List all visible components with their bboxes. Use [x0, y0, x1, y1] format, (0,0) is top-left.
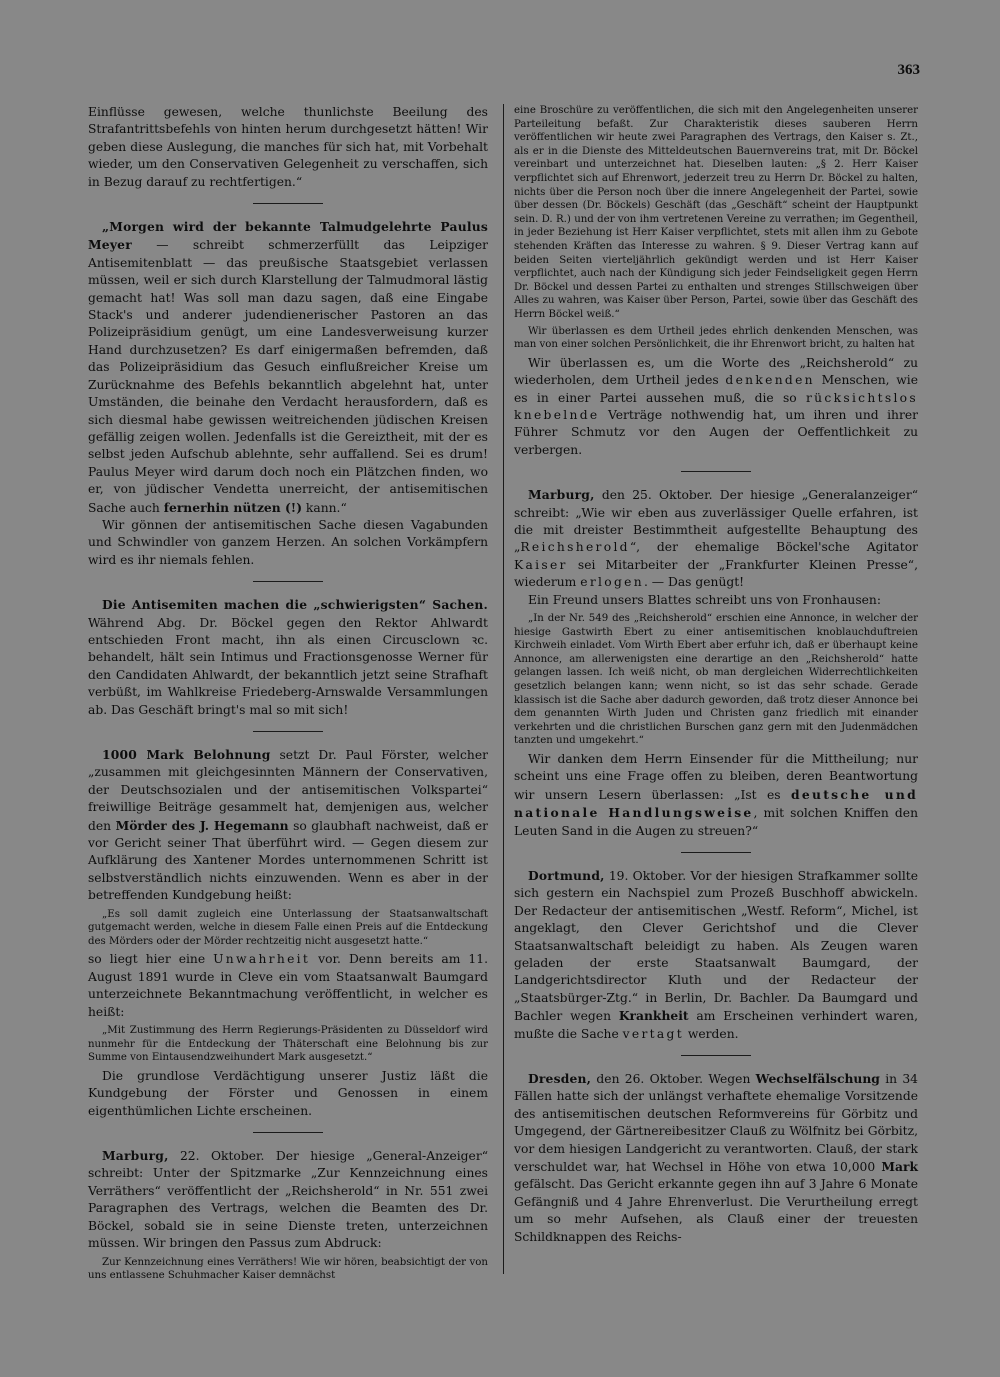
article-marburg-22-comment	[514, 355, 918, 459]
dortmund-text-1: 19. Oktober. Vor der hiesigen Strafkammer sollte sich gestern ein Nachspiel zum Prozeß Buschhoff abwickeln. Der Redacteur der antisemitischen „Westf. Reform“, Michel, ist angeklagt, den Clever Gerichtshof und die Clever Staatsanwaltschaft beleidigt zu haben. Als Zeugen waren geladen der erste Staatsanwalt Baumgard, der Landgerichtsdirector Kluth und der Redacteur der „Staatsbürger-Ztg.“ in Berlin, Dr. Bachler. Da Baumgard und Bachler wegen	[514, 868, 918, 1024]
article-belohnung-text-3: so liegt hier eine	[88, 952, 214, 967]
article-antisemiten-text: Während Abg. Dr. Böckel gegen den Rektor Ahlwardt entschieden Front macht, ihn als einen Circusclown ꝛc. behandelt, hält sein Intimus und Fractionsgenosse Werner für den Candidaten Ahlwardt, der bekanntlich jetzt seine Strafhaft verbüßt, im Wahlkreise Friedeberg-Arnswalde Versammlungen ab. Das Geschäft bringt's mal so mit sich!	[88, 615, 488, 717]
article-belohnung-paragraph-2	[88, 951, 488, 1021]
article-belohnung-quote-2: „Mit Zustimmung des Herrn Regierungs-Präsidenten zu Düsseldorf wird nunmehr für die Entdeckung der Thäterschaft eine Belohnung bis zur Summe von Eintausendzweihundert Mark ausgesetzt.“	[88, 1025, 488, 1064]
article-belohnung-text: setzt Dr. Paul Förster, welcher „zusammen mit gleichgesinnten Männern der Conservativen, der Deutschsozialen und der antisemitischen Volkspartei“ freiwillige Beiträge gesammelt hat, demjenigen aus, welcher den	[88, 748, 489, 833]
article-dortmund	[514, 867, 918, 1043]
article-meyer-text-end: kann.“	[302, 500, 347, 515]
comment-text-1: Wir überlassen es, um die Worte des „Reichsherold“ zu wiederholen, dem Urtheil jedes	[514, 355, 918, 388]
article-marburg-22-quote: Zur Kennzeichnung eines Verräthers! Wie wir hören, beabsichtigt der von uns entlassene Schuhmacher Kaiser demnächst	[88, 1256, 488, 1282]
article-belohnung-text-2: so glaubhaft nachweist, daß er vor Gericht seiner That überführt wird. — Gegen diesem zur Aufklärung des Xantener Mordes unternommenen Schritt ist selbstverständlich nichts einzuwenden. Wenn es aber in der betreffenden Kundgebung heißt:	[88, 818, 488, 903]
article-belohnung-emphasis: Mörder des J. Hegemann	[115, 817, 289, 833]
article-separator	[681, 852, 751, 853]
article-marburg-25-quote: „In der Nr. 549 des „Reichsherold“ erschien eine Annonce, in welcher der hiesige Gastwirth Ebert zu einer antisemitischen knoblauchduftreien Kirchweih einladet. Vom Wirth Ebert aber erfuhr ich, daß er überhaupt keine Annonce, am allerwenigsten eine derartige an den „Reichsherold“ hatte gelangen lassen. Ich weiß nicht, ob man dergleichen Widerrechtlichkeiten gesetzlich belangen kann; wenn nicht, so ist das sehr schade. Gerade klassisch ist die Sache aber dadurch geworden, daß trotz dieser Annonce bei dem genannten Wirth Juden und Christen ganz friedlich mit einander verkehrten und die christlichen Burschen ganz gern mit den Judenmädchen tanzten und umgekehrt.“	[514, 612, 918, 747]
comment-spaced-2: rücksichtslos knebelnde	[514, 390, 918, 422]
marburg-25-spaced-1: Reichsherold	[520, 540, 630, 555]
article-marburg-25-comment	[514, 751, 918, 840]
marburg-25-spaced-2: Kaiser	[514, 557, 568, 572]
marburg-25-spaced-3: erlogen	[580, 575, 644, 590]
article-belohnung-conclusion: Die grundlose Verdächtigung unserer Justiz läßt die Kundgebung der Förster und Genossen in einem eigenthümlichen Lichte erscheinen.	[88, 1068, 488, 1118]
marburg-25-comment-spaced: deutsche und nationale Handlungsweise	[514, 786, 918, 821]
dresden-text-3: gefälscht. Das Gericht erkannte gegen ihn auf 3 Jahre 6 Monate Gefängniß und 4 Jahre Ehrenverlust. Die Verurtheilung erregt um so mehr Aufsehen, als Clauß einer der treuesten Schildknappen des Reichs-	[514, 1177, 918, 1244]
article-meyer-comment: Wir gönnen der antisemitischen Sache diesen Vagabunden und Schwindler von ganzem Herzen. An solchen Vorkämpfern wird es ihr niemals fehlen.	[88, 517, 488, 567]
comment-text-2: Menschen, wie es in einer Partei aussehen muß, die so	[514, 373, 918, 405]
article-antisemiten	[88, 596, 488, 719]
article-marburg-22-headline: Marburg,	[102, 1148, 169, 1164]
marburg-25-text-4: . — Das genügt!	[643, 575, 745, 590]
article-meyer	[88, 218, 488, 517]
comment-spaced-1: denkenden	[725, 373, 815, 388]
page-number: 363	[897, 62, 920, 78]
dortmund-spaced: vertagt	[622, 1026, 684, 1041]
dresden-emphasis-2: Mark	[881, 1159, 918, 1175]
article-belohnung-spaced: Unwahrheit	[213, 952, 311, 967]
dresden-text-2: in 34 Fällen hatte sich der unlängst verhaftete ehemalige Vorsitzende des antisemitischen deutschen Reformvereins für Görbitz und Umgegend, der Gärtnereibesitzer Clauß zu Wölfnitz bei Görbitz, vor dem hiesigen Landgericht zu verantworten. Clauß, der stark verschuldet war, hat Wechsel in Höhe von etwa 10,000	[514, 1072, 918, 1175]
marburg-25-text-2: “, der ehemalige Böckel'sche Agitator	[629, 540, 918, 555]
article-dresden-headline: Dresden,	[528, 1071, 592, 1086]
article-marburg-22-quote-cont: eine Broschüre zu veröffentlichen, die sich mit den Angelegenheiten unserer Parteileitung befaßt. Zur Charakteristik dieses sauberen Herrn veröffentlichen wir heute zwei Paragraphen des Vertrags, den Kaiser s. Zt., als er in die Dienste des Mitteldeutschen Bauernvereins trat, mit Dr. Böckel vereinbart und unterzeichnet hat. Dieselben lauten: „§ 2. Herr Kaiser verpflichtet sich auf Ehrenwort, jederzeit treu zu Herrn Dr. Böckel zu halten, nichts über die Person noch über die innere Angelegenheit der Partei, sowie über dessen (Dr. Böckels) Geschäft (das „Geschäft“ scheint der Hauptpunkt sein. D. R.) und der von ihm vertretenen Vereine zu verrathen; im Gegentheil, in jeder Beziehung ist Herr Kaiser verpflichtet, stets mit allen ihm zu Gebote stehenden Kräften das Interesse zu wahren. § 9. Dieser Vertrag kann auf beiden Seiten vierteljährlich gekündigt werden und ist Herr Kaiser verpflichtet, auch nach der Kündigung sich jeder Feindseligkeit gegen Herrn Dr. Böckel und dessen Partei zu enthalten und strenges Stillschweigen über Alles zu wahren, was Kaiser über Person, Partei, sowie über das Geschäft des Herrn Böckel weiß.“	[514, 105, 918, 320]
dresden-text-1: den 26. Oktober. Wegen	[591, 1072, 756, 1086]
comment-text-3: Verträge nothwendig hat, um ihren und ihrer Führer Schmutz vor den Augen der Oeffentlichkeit zu verbergen.	[514, 407, 918, 457]
dortmund-text-2: am Erscheinen verhindert waren, mußte die Sache	[514, 1009, 918, 1041]
column-divider	[503, 104, 504, 1274]
article-belohnung-text-4: vor. Denn bereits am 11. August 1891 wurde in Cleve ein vom Staatsanwalt Baumgard unterzeichnete Bekanntmachung veröffentlicht, in welcher es heißt:	[88, 952, 488, 1019]
article-marburg-25	[514, 486, 918, 591]
article-meyer-headline: „Morgen wird der bekannte Talmudgelehrte Paulus Meyer	[88, 219, 488, 253]
dortmund-emphasis: Krankheit	[618, 1008, 689, 1024]
article-marburg-22-text: 22. Oktober. Der hiesige „General-Anzeiger“ schreibt: Unter der Spitzmarke „Zur Kennzeichnung eines Verräthers“ veröffentlicht der „Reichsherold“ in Nr. 551 zwei Paragraphen des Vertrags, welchen die Beamten des Dr. Böckel, sobald sie in seine Dienste treten, unterzeichnen müssen. Wir bringen den Passus zum Abdruck:	[88, 1149, 488, 1251]
intro-paragraph: Einflüsse gewesen, welche thunlichste Beeilung des Strafantrittsbefehls von hinten herum durchgesetzt hätten! Wir geben diese Auslegung, die manches für sich hat, mit Vorbehalt wieder, um den Conservativen Gelegenheit zu verschaffen, sich in Bezug darauf zu rechtfertigen.“	[88, 105, 488, 189]
article-meyer-emphasis: fernerhin nützen (!)	[163, 499, 303, 515]
article-meyer-text: — schreibt schmerzerfüllt das Leipziger Antisemitenblatt — das preußische Staatsgebiet verlassen müssen, weil er sich durch Klarstellung der Talmudmoral lästig gemacht hat! Was soll man dazu sagen, daß eine Eingabe Stack's und anderer judendienerischer Pastoren an das Polizeipräsidium genügt, um eine Landesverweisung kurzer Hand durchzusetzen? Es darf einigermaßen befremden, daß das Polizeipräsidium das Gesuch einflußreicher Kreise um Zurücknahme des Befehls bekanntlich abgelehnt hat, unter Umständen, die beinahe den Verdacht herausfordern, daß es sich diesmal habe gewissen weitreichenden jüdischen Kreisen gefällig zeigen wollen. Jedenfalls ist die Gereiztheit, mit der es selbst jeden Aufschub ablehnte, sehr auffallend. Sei es drum! Paulus Meyer wird darum doch noch ein Plätzchen finden, wo er, von jüdischer Vendetta unerreicht, der antisemitischen Sache auch	[88, 238, 488, 515]
article-marburg-22-quote-end: Wir überlassen es dem Urtheil jedes ehrlich denkenden Menschen, was man von einer solchen Persönlichkeit, die ihr Ehrenwort bricht, zu halten hat	[514, 325, 918, 351]
marburg-25-text-1: den 25. Oktober. Der hiesige „Generalanzeiger“ schreibt: „Wie wir eben aus zuverlässiger Quelle erfahren, ist die mit dreister Bestimmtheit aufgestellte Behauptung des „	[514, 488, 918, 555]
article-belohnung-quote-1: „Es soll damit zugleich eine Unterlassung der Staatsanwaltschaft gutgemacht werden, welche in diesem Falle einen Preis auf die Entdeckung des Mörders oder der Mörder rechtzeitig nicht ausgesetzt hatte.“	[88, 908, 488, 947]
marburg-25-comment-2: , mit solchen Kniffen den Leuten Sand in die Augen zu streuen?“	[514, 806, 918, 838]
article-belohnung	[88, 746, 488, 905]
article-separator	[253, 203, 323, 204]
left-column	[88, 104, 488, 1286]
article-marburg-25-headline: Marburg,	[528, 487, 595, 503]
article-belohnung-headline: 1000 Mark Belohnung	[102, 747, 271, 762]
article-marburg-25-paragraph-2: Ein Freund unsers Blattes schreibt uns von Fronhausen:	[528, 592, 881, 607]
article-antisemiten-headline: Die Antisemiten machen die „schwierigsten“ Sachen.	[102, 597, 488, 613]
right-column	[514, 104, 918, 1246]
article-separator	[253, 581, 323, 582]
article-separator	[253, 731, 323, 732]
dortmund-text-3: werden.	[683, 1026, 739, 1041]
marburg-25-text-3: sei Mitarbeiter der „Frankfurter Kleinen Presse“, wiederum	[514, 557, 918, 590]
marburg-25-comment-1: Wir danken dem Herrn Einsender für die Mittheilung; nur scheint uns eine Frage offen zu bleiben, deren Beantwortung wir unsern Lesern überlassen: „Ist es	[514, 751, 918, 802]
article-separator	[681, 1055, 751, 1056]
article-dortmund-headline: Dortmund,	[528, 867, 605, 883]
article-dresden	[514, 1070, 918, 1246]
article-separator	[253, 1132, 323, 1133]
article-marburg-22	[88, 1147, 488, 1252]
article-separator	[681, 471, 751, 472]
dresden-emphasis-1: Wechselfälschung	[755, 1071, 880, 1086]
